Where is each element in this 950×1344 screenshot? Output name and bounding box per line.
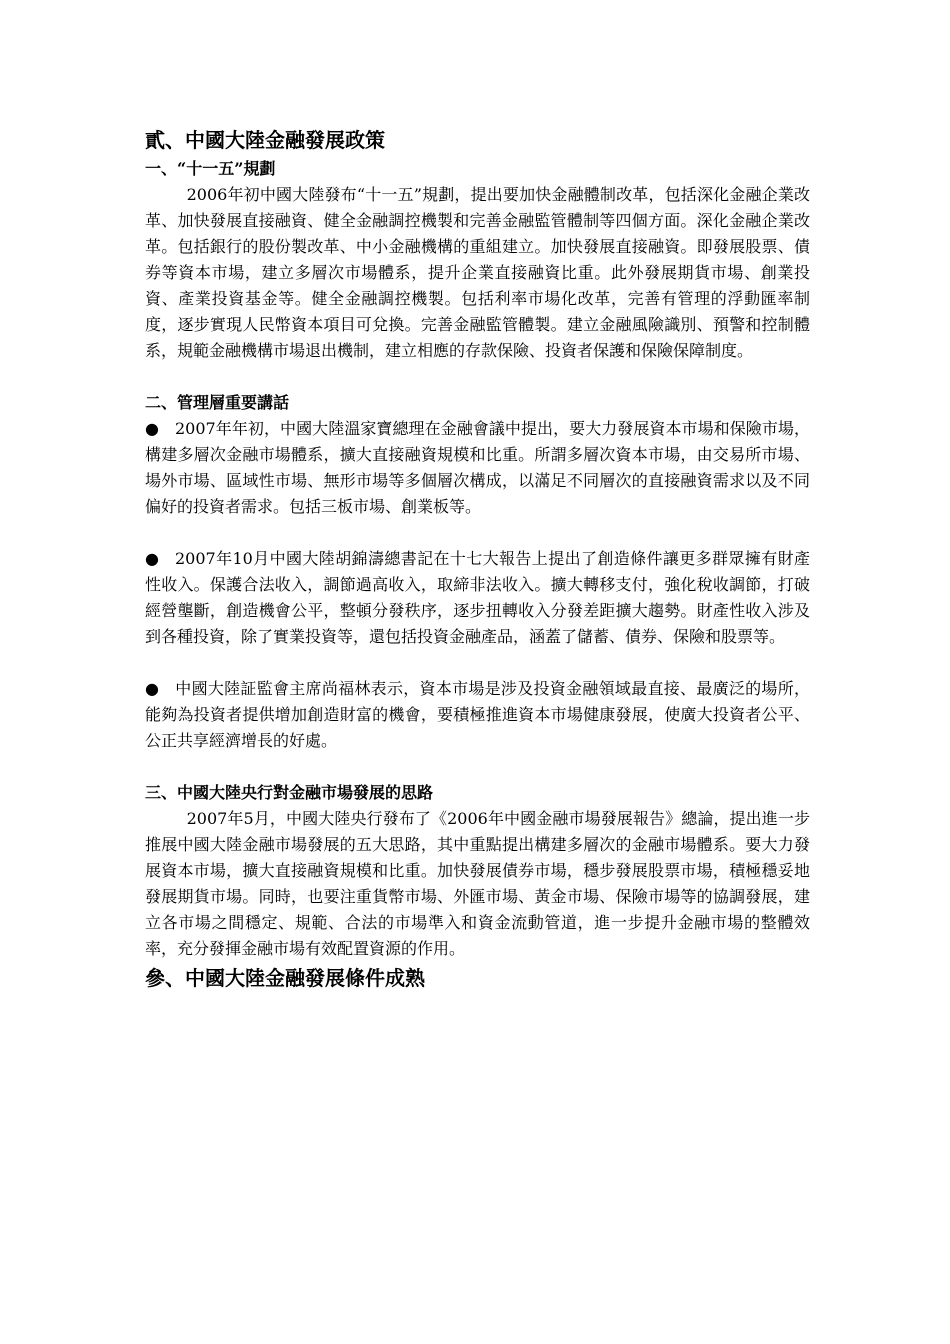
paragraph-five-year-plan: 2006年初中國大陸發布“十一五”規劃，提出要加快金融體制改革，包括深化金融企業改革、加快發展直接融資、健全金融調控機製和完善金融監管體制等四個方面。深化金融企業改革。包括銀行的股份製改革、中小金融機構的重組建立。加快發展直接融資。即發展股票、債券等資本市場，建立多層次市場體系，提升企業直接融資比重。此外發展期貨市場、創業投資、產業投資基金等。健全金融調控機製。包括利率市場化改革，完善有管理的浮動匯率制度，逐步實現人民幣資本項目可兌換。完善金融監管體製。建立金融風險識別、預警和控制體系，規範金融機構市場退出機制，建立相應的存款保險、投資者保護和保險保障制度。 (145, 185, 810, 360)
bullet-icon: ● (145, 679, 159, 698)
spacer (145, 754, 810, 780)
subsection-heading-five-year-plan: 一、“十一五”規劃 (145, 159, 276, 178)
spacer (145, 520, 810, 546)
subsection-heading-central-bank: 三、中國大陸央行對金融市場發展的思路 (145, 783, 434, 802)
bullet-item (145, 546, 810, 650)
section-title-conditions: 參、中國大陸金融發展條件成熟 (145, 966, 425, 990)
section-title-policy: 貳、中國大陸金融發展政策 (145, 128, 385, 152)
document-page (145, 124, 810, 994)
subsection-heading-management-speeches: 二、管理層重要講話 (145, 393, 290, 412)
bullet-item (145, 416, 810, 520)
paragraph-central-bank: 2007年5月，中國大陸央行發布了《2006年中國金融市場發展報告》總論，提出進一步推展中國大陸金融市場發展的五大思路，其中重點提出構建多層次的金融市場體系。要大力發展資本市場，擴大直接融資規模和比重。加快發展債券市場，穩步發展股票市場，積極穩妥地發展期貨市場。同時，也要注重貨幣市場、外匯市場、黃金市場、保險市場等的協調發展，建立各市場之間穩定、規範、合法的市場準入和資金流動管道，進一步提升金融市場的整體效率，充分發揮金融市場有效配置資源的作用。 (145, 809, 810, 958)
bullet-text: 2007年10月中國大陸胡錦濤總書記在十七大報告上提出了創造條件讓更多群眾擁有財產性收入。保護合法收入，調節過高收入，取締非法收入。擴大轉移支付，強化稅收調節，打破經營壟斷，創造機會公平，整頓分發秩序，逐步扭轉收入分發差距擴大趨勢。財產性收入涉及到各種投資，除了實業投資等，還包括投資金融產品，涵蓋了儲蓄、債券、保險和股票等。 (145, 549, 810, 646)
spacer (145, 364, 810, 390)
bullet-text: 中國大陸証監會主席尚福林表示，資本市場是涉及投資金融領域最直接、最廣泛的場所，能夠為投資者提供增加創造財富的機會，要積極推進資本市場健康發展，使廣大投資者公平、公正共享經濟增長的好處。 (145, 679, 810, 750)
bullet-icon: ● (145, 549, 159, 568)
bullet-item (145, 676, 810, 754)
bullet-icon: ● (145, 419, 159, 438)
bullet-text: 2007年年初，中國大陸溫家寶總理在金融會議中提出，要大力發展資本市場和保險市場，構建多層次金融市場體系，擴大直接融資規模和比重。所謂多層次資本市場，由交易所市場、場外市場、區域性市場、無形市場等多個層次構成，以滿足不同層次的直接融資需求以及不同偏好的投資者需求。包括三板市場、創業板等。 (145, 419, 810, 516)
spacer (145, 650, 810, 676)
